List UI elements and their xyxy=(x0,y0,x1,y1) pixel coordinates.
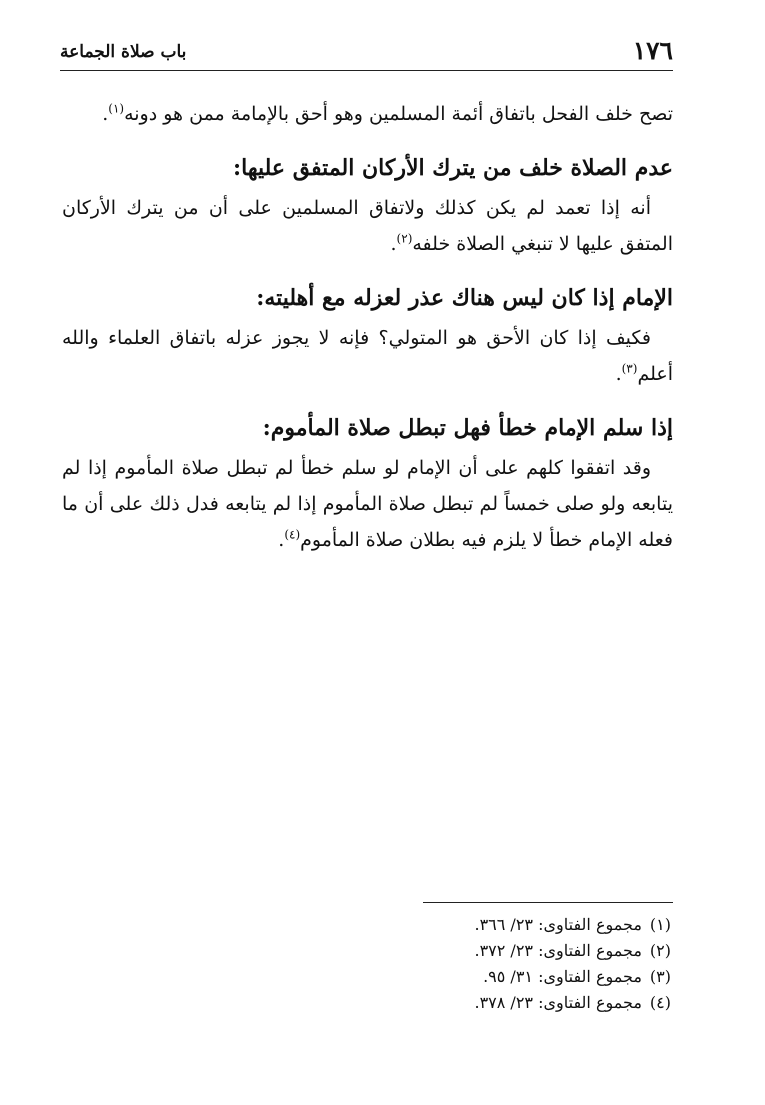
section-text-1: أنه إذا تعمد لم يكن كذلك ولاتفاق المسلمين على أن من يترك الأركان المتفق عليها لا تنبغي الصلاة خلفه xyxy=(62,197,673,255)
footnote-ref-3: (٣) xyxy=(621,361,638,376)
section-end-1: . xyxy=(390,233,397,255)
footnote-text: مجموع الفتاوى: ٢٣/ ٣٦٦. xyxy=(474,915,642,934)
footnote-number: (٣) xyxy=(649,967,671,986)
section-heading-3: إذا سلم الإمام خطأ فهل تبطل صلاة المأموم: xyxy=(262,415,673,441)
footnote-4 xyxy=(271,990,671,1016)
section-paragraph-1 xyxy=(62,190,673,262)
section-paragraph-3 xyxy=(62,450,673,558)
footnote-1 xyxy=(271,912,671,938)
section-end-3: . xyxy=(278,529,285,551)
intro-paragraph xyxy=(62,96,673,132)
intro-text: تصح خلف الفحل باتفاق أئمة المسلمين وهو أحق بالإمامة ممن هو دونه xyxy=(124,103,673,125)
section-end-2: . xyxy=(615,363,622,385)
footnote-ref-4: (٤) xyxy=(284,527,301,542)
footnote-number: (١) xyxy=(649,915,671,934)
footnote-ref-1: (١) xyxy=(108,101,125,116)
section-text-3: وقد اتفقوا كلهم على أن الإمام لو سلم خطأ لم تبطل صلاة المأموم إذا لم يتابعه ولو صلى خمساً لم تبطل صلاة المأموم إذا لم يتابعه فدل ذلك على أن ما فعله الإمام خطأ لا يلزم فيه بطلان صلاة المأموم xyxy=(62,457,673,551)
footnote-divider xyxy=(423,902,673,903)
page-body xyxy=(62,96,673,558)
footnotes xyxy=(271,912,671,1016)
intro-end: . xyxy=(102,103,109,125)
footnote-number: (٤) xyxy=(649,993,671,1012)
chapter-title: باب صلاة الجماعة xyxy=(60,42,187,62)
footnote-text: مجموع الفتاوى: ٣١/ ٩٥. xyxy=(483,967,642,986)
footnote-text: مجموع الفتاوى: ٢٣/ ٣٧٢. xyxy=(474,941,642,960)
footnote-3 xyxy=(271,964,671,990)
footnote-ref-2: (٢) xyxy=(396,231,413,246)
section-heading-2: الإمام إذا كان ليس هناك عذر لعزله مع أهليته: xyxy=(256,285,673,311)
section-paragraph-2 xyxy=(62,320,673,392)
footnote-number: (٢) xyxy=(649,941,671,960)
section-heading-1: عدم الصلاة خلف من يترك الأركان المتفق عليها: xyxy=(233,155,673,181)
footnote-2 xyxy=(271,938,671,964)
running-header xyxy=(60,34,673,71)
footnote-text: مجموع الفتاوى: ٢٣/ ٣٧٨. xyxy=(474,993,642,1012)
section-text-2: فكيف إذا كان الأحق هو المتولي؟ فإنه لا يجوز عزله باتفاق العلماء والله أعلم xyxy=(62,327,673,385)
page-number: ١٧٦ xyxy=(632,36,673,65)
